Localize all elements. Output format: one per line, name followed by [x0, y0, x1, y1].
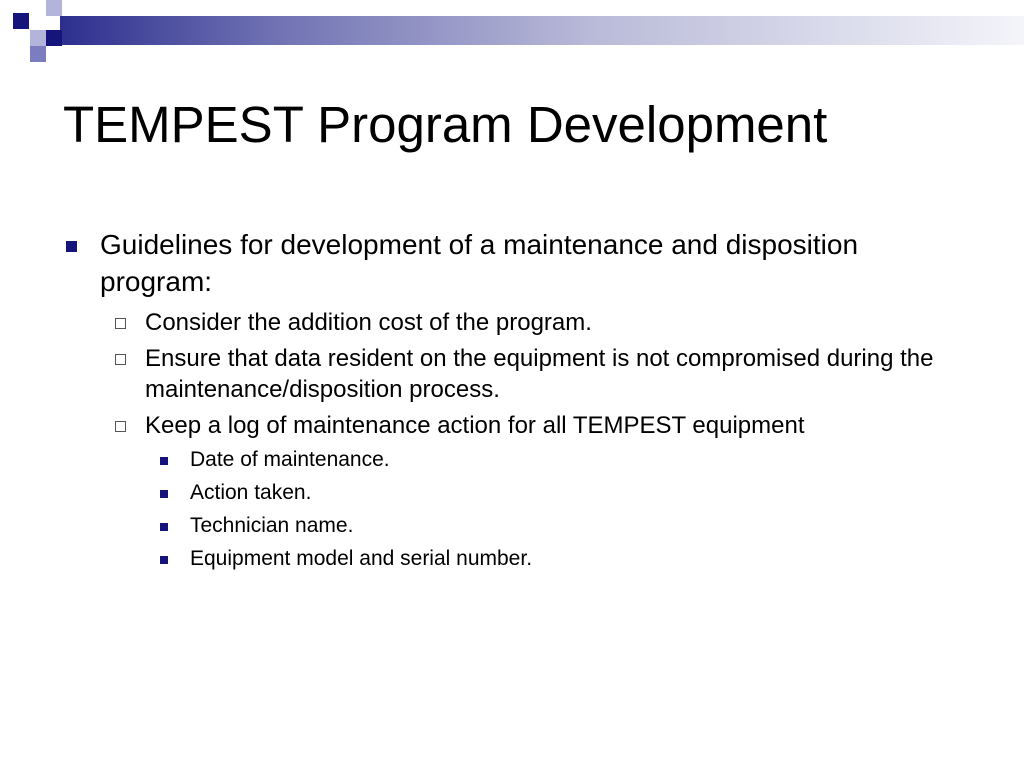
hollow-square-icon — [115, 318, 126, 329]
list-item — [154, 512, 964, 540]
decor-square-lavender — [30, 30, 46, 46]
bullet-list — [64, 226, 964, 573]
list-item-text: Equipment model and serial number. — [190, 547, 533, 570]
small-filled-square-icon — [160, 523, 168, 531]
list-item — [64, 226, 964, 300]
list-item — [154, 446, 964, 474]
list-item — [109, 343, 964, 405]
hollow-square-icon — [115, 354, 126, 365]
filled-square-icon — [66, 241, 77, 252]
list-item — [109, 410, 964, 441]
decor-square-navy — [46, 30, 62, 46]
decor-square-mid — [30, 46, 46, 62]
list-item-text: Date of maintenance. — [190, 448, 390, 471]
list-item-text: Guidelines for development of a maintenance and disposition program: — [100, 229, 859, 297]
small-filled-square-icon — [160, 556, 168, 564]
decor-square-navy — [13, 13, 29, 29]
decor-square-lavender — [46, 0, 62, 16]
list-item-text: Action taken. — [190, 481, 312, 504]
list-item-text: Consider the addition cost of the program. — [145, 309, 592, 336]
list-item-text: Ensure that data resident on the equipment is not compromised during the maintenance/disposition process. — [145, 345, 934, 403]
list-item — [109, 307, 964, 338]
header-gradient-bar — [60, 16, 1024, 45]
small-filled-square-icon — [160, 457, 168, 465]
list-item-text: Technician name. — [190, 514, 354, 537]
small-filled-square-icon — [160, 490, 168, 498]
list-item-text: Keep a log of maintenance action for all TEMPEST equipment — [145, 412, 805, 439]
list-item — [154, 479, 964, 507]
slide-title: TEMPEST Program Development — [63, 96, 828, 153]
list-item — [154, 545, 964, 573]
hollow-square-icon — [115, 421, 126, 432]
